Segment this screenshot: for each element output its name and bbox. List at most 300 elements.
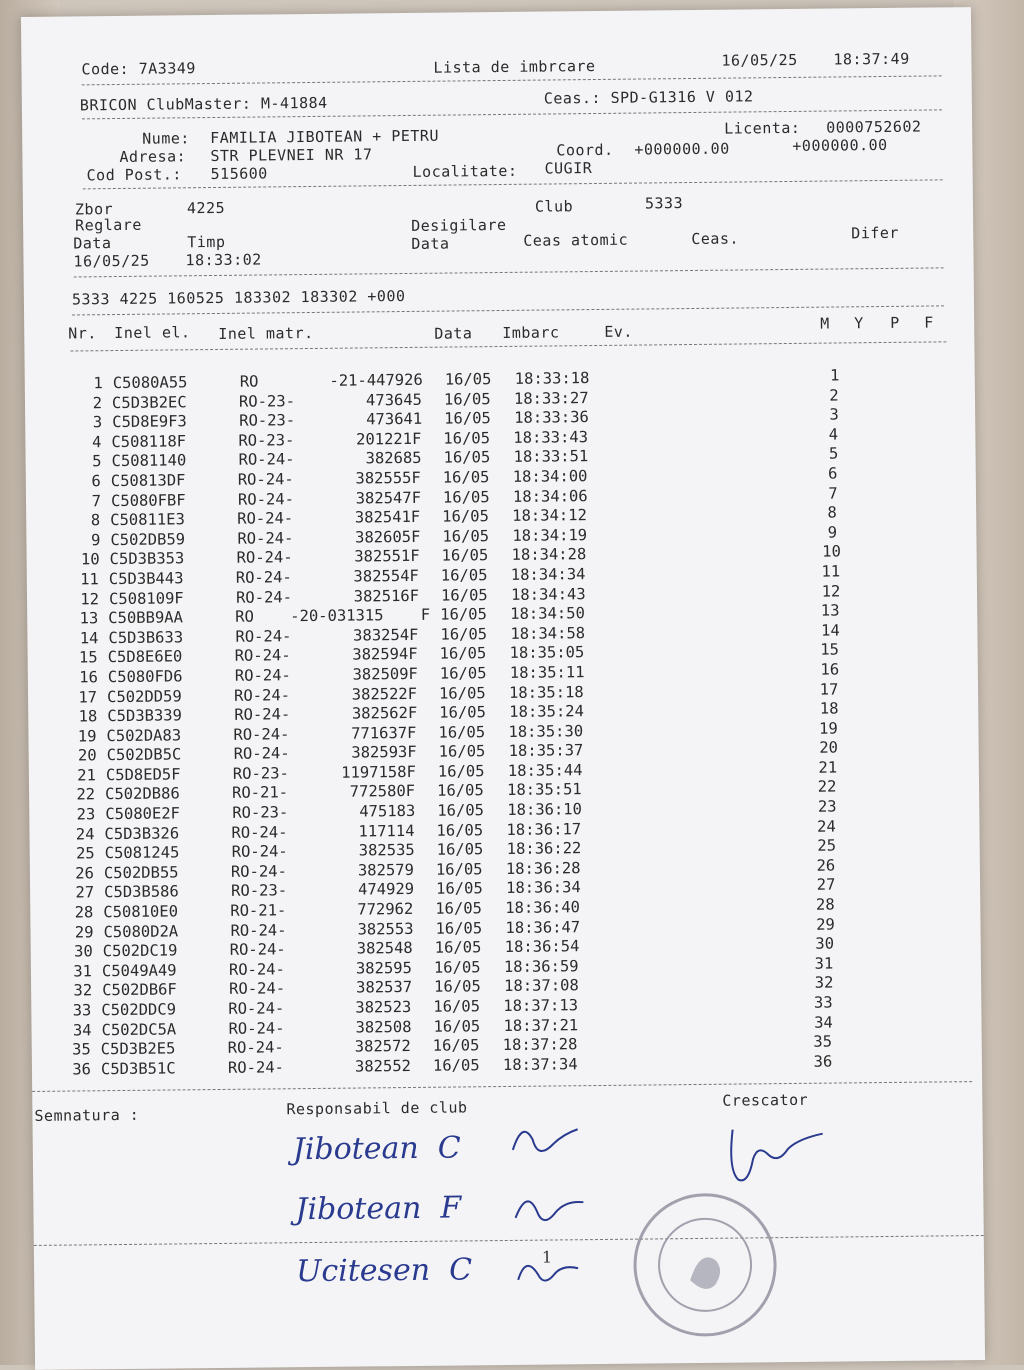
row-inel-matr: RO-24- [228,960,286,979]
row-ring-number: 382572 [354,1037,411,1056]
row-date: 16/05 [442,526,490,546]
row-time: 18:36:40 [505,898,581,918]
row-time: 18:34:43 [510,584,586,604]
row-m: 3 [829,405,839,424]
row-nr: 10 [80,550,100,569]
row-ring-number: 382593F [351,743,417,762]
difer-label: Difer [851,223,900,243]
row-m: 13 [820,601,840,620]
signature-jibotean-f: Jibotean F [295,1190,462,1228]
row-m: 25 [817,836,837,855]
row-nr: 19 [77,726,97,746]
divider [82,75,942,85]
ceas-atomic-label: Ceas atomic [523,230,629,250]
col-p: P [890,313,900,332]
row-nr: 5 [92,452,102,471]
row-nr: 36 [72,1060,92,1079]
row-inel-matr: RO-24- [231,822,288,842]
row-date: 16/05 [433,997,481,1016]
row-date: 16/05 [434,938,482,957]
row-m: 29 [816,915,835,934]
row-inel-matr: RO-24- [237,470,294,489]
row-inel-el: C502DC19 [102,941,178,961]
row-ring-number: 382555F [355,468,421,488]
row-nr: 9 [90,530,101,550]
row-time: 18:33:27 [513,388,589,408]
row-inel-matr: RO-24- [235,568,292,587]
row-ring-number: 474929 [358,880,415,899]
row-ring-number: 382548 [356,939,413,958]
data-label: Data [73,234,112,253]
row-ring-number: 382551F [354,547,420,566]
signature-jibotean-c: Jibotean C [292,1130,461,1168]
row-m: 4 [828,425,839,444]
col-ev: Ev. [604,322,633,341]
row-ring-number: 382522F [351,684,418,704]
row-m: 2 [829,386,839,405]
row-time: 18:33:18 [514,369,590,388]
row-m: 22 [817,777,837,797]
row-time: 18:36:10 [507,800,583,820]
row-m: 23 [817,797,837,816]
row-ring-number: 382537 [356,978,413,997]
locality: CUGIR [544,159,593,178]
row-m: 34 [814,1013,833,1032]
row-date: 16/05 [443,389,491,409]
row-nr: 28 [74,903,94,922]
row-ring-number: 383254F [353,625,419,645]
row-nr: 8 [90,511,101,530]
row-inel-matr: RO-24- [238,450,295,470]
row-date: 16/05 [440,566,488,585]
reglare-time: 18:33:02 [185,250,262,270]
row-time: 18:37:34 [502,1055,578,1074]
ceas-label: Ceas. [691,229,740,249]
row-m: 10 [822,542,842,561]
row-time: 18:36:34 [505,878,581,898]
col-f: F [924,313,934,332]
row-inel-matr: RO-24- [234,705,291,724]
row-inel-el: C5D8E9F3 [112,412,187,432]
row-time: 18:33:51 [513,447,589,467]
row-time: 18:36:47 [505,917,581,937]
row-nr: 21 [77,766,96,785]
signature-ucitesen-c: Ucitesen C [295,1252,473,1290]
row-m: 8 [827,503,837,522]
row-ring-number: 382523 [355,997,412,1017]
row-inel-matr: RO-23- [238,391,296,411]
row-ring-number: 1197158F [341,762,416,782]
row-m: 16 [820,660,840,679]
row-inel-matr: RO [235,607,255,626]
printed-sheet [21,7,985,1370]
row-date: 16/05 [438,722,486,742]
row-time: 18:35:44 [507,761,583,780]
row-inel-el: C5080FD6 [107,667,183,687]
row-inel-matr: RO-24- [236,548,293,568]
row-time: 18:36:22 [506,839,582,859]
row-ring-number: 382535 [358,841,415,860]
row-m: 15 [820,640,840,659]
col-inel-el: Inel el. [114,323,191,343]
row-inel-el: C5049A49 [101,961,177,981]
row-time: 18:35:51 [506,780,582,800]
row-inel-el: C508109F [108,588,184,608]
data2-label: Data [411,234,450,253]
row-time: 18:35:05 [509,643,585,663]
entries-table [65,365,952,1080]
scribble-signatures [502,1099,594,1300]
row-nr: 30 [73,942,93,961]
owner-name: FAMILIA JIBOTEAN + PETRU [210,126,440,148]
row-date: 16/05 [435,860,483,879]
divider [70,341,946,351]
row-time: 18:36:17 [506,819,582,839]
row-ring-number: 382541F [354,508,421,527]
row-m: 32 [814,973,834,993]
row-inel-matr: RO [239,372,259,391]
row-date: 16/05 [439,644,487,663]
row-nr: 4 [91,432,102,452]
row-time: 18:35:37 [508,741,584,761]
row-ring-number: 117114 [358,821,415,841]
row-m: 20 [819,738,839,757]
row-nr: 22 [76,785,96,804]
row-m: 18 [819,699,839,718]
row-date: 16/05 [436,879,483,899]
row-inel-matr: RO-24- [230,920,287,940]
row-nr: 7 [91,491,102,510]
print-time: 18:37:49 [833,49,910,69]
row-ring-number: -21-447926 [329,370,423,390]
row-m: 21 [818,758,838,777]
breeder-signature [713,1119,834,1190]
row-date: 16/05 [437,801,485,820]
divider [32,1081,972,1092]
zbor-label: Zbor [74,200,114,219]
row-inel-el: C502DB55 [103,863,179,883]
row-date: 16/05 [443,428,491,448]
coord-lon: +000000.00 [792,135,888,155]
zbor-number: 4225 [186,198,226,218]
row-inel-matr: RO-23- [239,411,296,430]
row-inel-matr: RO-24- [237,509,294,528]
row-time: 18:35:11 [509,663,585,682]
row-m: 36 [813,1052,833,1071]
print-date: 16/05/25 [721,50,798,70]
row-m: 35 [813,1032,833,1051]
row-nr: 16 [79,668,98,687]
row-time: 18:37:08 [504,976,579,996]
row-ring-number: 382516F [353,586,420,606]
row-inel-matr: RO-24- [229,979,286,999]
row-time: 18:34:50 [510,604,585,624]
row-inel-el: C5D3B633 [108,628,184,647]
row-inel-matr: RO-24- [228,1018,285,1038]
row-inel-matr: RO-23- [231,881,288,901]
row-time: 18:33:36 [514,408,589,428]
row-date: 16/05 [438,683,486,703]
row-nr: 18 [78,707,98,726]
row-inel-el: C502DB6F [102,980,177,1000]
row-date: 16/05 [442,468,490,487]
reglare-label: Reglare [75,215,142,235]
coord-lat: +000000.00 [634,139,730,159]
row-ring-number: 382605F [354,527,421,547]
coord-label: Coord. [556,140,614,160]
row-ring-number: 201221F [355,429,422,449]
row-ring-number: 382579 [357,860,414,880]
row-inel-matr: RO-24- [235,626,292,646]
row-time: 18:35:30 [508,721,584,741]
row-m: 31 [814,954,834,973]
licence-number: 0000752602 [826,117,922,137]
row-ring-number: 382547F [355,488,422,508]
row-m: 26 [816,856,836,875]
row-time: 18:37:28 [502,1035,578,1055]
row-m: 6 [828,464,838,483]
row-inel-matr: RO-23- [232,803,289,822]
row-inel-el: C502DDC9 [101,1000,177,1020]
row-m: 12 [821,581,841,601]
desigilare-label: Desigilare [411,215,507,235]
clock-label: Ceas.: SPD-G1316 V 012 [543,87,754,108]
row-date: 16/05 [438,742,486,761]
row-inel-el: C502DC5A [101,1020,177,1039]
row-date: 16/05 [440,605,487,624]
row-m: 1 [829,366,840,385]
row-date: 16/05 [442,507,489,526]
name-label: Nume: [142,129,190,148]
row-nr: 24 [75,824,95,844]
row-m: 17 [819,679,839,699]
code-line: 5333 4225 160525 183302 183302 +000 [71,287,406,309]
row-date: 16/05 [435,918,483,938]
row-inel-el: C5081245 [104,843,180,863]
row-inel-matr: RO-23- [238,430,295,450]
address-label: Adresa: [119,147,187,166]
row-nr: 11 [80,570,99,589]
row-m: 27 [816,875,836,895]
row-m: 33 [813,993,833,1012]
row-date: 16/05 [444,409,491,428]
row-nr: 23 [76,805,96,824]
row-inel-el: C5081140 [111,451,187,471]
row-ring-number: 382594F [352,645,418,664]
list-code: Code: 7A3349 [81,59,196,79]
row-nr: 32 [73,981,93,1000]
row-inel-matr: RO-24- [234,646,291,666]
row-nr: 6 [91,472,101,491]
row-inel-el: C502DB5C [106,745,182,765]
postcode-label: Cod Post.: [86,165,183,185]
club-number: 5333 [644,194,684,213]
row-date: 16/05 [433,1016,481,1036]
software-label: BRICON ClubMaster: M-41884 [79,93,328,115]
row-time: 18:34:19 [512,525,588,545]
mark-number: 1 [541,1247,553,1267]
row-m: 30 [815,934,835,953]
row-ring-number: 382595 [355,958,413,978]
row-inel-matr: RO-24- [228,999,285,1018]
row-date: 16/05 [436,781,484,801]
col-m: M [820,314,830,333]
row-time: 18:35:18 [508,682,584,702]
row-inel-el: C502DB86 [104,784,180,804]
row-date: 16/05 [434,977,481,997]
row-inel-matr: RO-24- [233,685,291,705]
row-nr: 33 [72,1001,92,1020]
col-nr: Nr. [68,324,97,343]
row-inel-matr: RO-21- [231,783,289,803]
row-inel-matr: RO-23- [232,764,289,783]
row-ring-number: 382554F [353,566,419,586]
row-ring-number: 382553 [357,919,414,939]
row-inel-el: C5D8E6E0 [107,647,183,667]
licence-label: Licenta: [724,118,801,138]
row-nr: 29 [74,922,94,942]
row-nr: 17 [78,687,98,706]
row-inel-el: C5D3B339 [107,706,183,726]
row-inel-el: C5080A55 [112,373,188,393]
row-date: 16/05 [439,703,487,722]
col-data: Data [434,324,473,343]
row-nr: 35 [71,1040,91,1059]
row-inel-matr: RO-24- [230,862,287,881]
row-ring-number: 382552 [354,1056,412,1076]
row-inel-el: C50813DF [110,471,186,491]
row-date: 16/05 [440,585,488,605]
row-m: 11 [821,562,841,581]
row-nr: 13 [79,609,99,628]
row-time: 18:37:13 [503,996,579,1016]
row-date: 16/05 [444,370,492,389]
row-inel-matr: RO-24- [237,528,294,548]
row-inel-el: C5D8ED5F [105,765,181,785]
row-inel-el: C502DB59 [110,530,186,549]
row-time: 18:34:28 [511,545,587,565]
row-nr: 1 [93,374,103,393]
row-date: 16/05 [432,1056,480,1075]
row-inel-matr: RO-21- [230,901,287,920]
row-nr: 20 [77,746,97,765]
row-ring-number: 771637F [351,723,417,743]
row-inel-matr: RO-24- [227,1058,285,1077]
row-inel-el: C5080D2A [103,922,179,941]
row-nr: 12 [80,589,100,608]
row-inel-el: C5080E2F [105,804,181,824]
row-nr: 31 [73,962,93,981]
row-time: 18:34:34 [510,565,586,584]
row-inel-matr: RO-24- [229,940,286,960]
row-inel-el: C5D3B51C [100,1059,176,1079]
row-date: 16/05 [442,487,490,507]
row-nr: 26 [75,864,95,883]
row-time: 18:36:28 [505,859,581,878]
row-ring-number: -20-031315 F [290,605,431,626]
row-inel-matr: RO-24- [234,666,291,685]
row-ring-number: 473645 [365,390,423,410]
row-time: 18:36:54 [504,937,580,957]
row-time: 18:33:43 [513,427,589,447]
row-inel-el: C50811E3 [110,510,185,530]
list-title: Lista de imbrcare [433,56,596,77]
row-inel-matr: RO-24- [231,842,288,862]
row-inel-el: C5D3B2E5 [100,1039,176,1059]
row-date: 16/05 [443,448,491,467]
row-m: 5 [828,444,839,463]
row-nr: 15 [78,648,98,667]
row-inel-el: C502DA83 [106,726,182,745]
owner-address: STR PLEVNEI NR 17 [210,145,373,166]
row-time: 18:34:00 [512,467,588,486]
row-inel-el: C5D3B353 [109,549,185,569]
row-m: 28 [815,895,835,914]
row-m: 14 [820,621,840,640]
row-ring-number: 772962 [357,899,414,919]
row-ring-number: 382509F [352,664,418,684]
row-time: 18:34:12 [512,506,587,526]
row-inel-el: C5D3B326 [104,824,180,843]
row-inel-el: C5D3B2EC [111,392,187,412]
signature-label: Semnatura : [34,1105,140,1125]
row-ring-number: 382562F [351,703,418,723]
row-inel-el: C5D3B443 [108,569,184,589]
row-nr: 14 [79,628,99,648]
row-inel-matr: RO-24- [237,489,295,509]
col-imbarc: Imbarc [502,323,560,342]
responsible-label: Responsabil de club [286,1098,468,1119]
row-m: 24 [817,817,836,836]
row-date: 16/05 [432,1036,480,1055]
row-inel-matr: RO-24- [233,724,290,744]
row-date: 16/05 [440,624,488,644]
row-time: 18:36:59 [503,957,579,976]
row-inel-el: C50810E0 [103,902,179,922]
row-inel-el: C5D3B586 [104,882,179,902]
row-time: 18:37:21 [503,1015,579,1035]
row-inel-el: C502DD59 [106,686,182,706]
row-date: 16/05 [436,820,484,840]
row-inel-el: C508118F [111,432,187,451]
row-nr: 3 [92,413,103,432]
club-label: Club [534,197,574,216]
row-inel-matr: RO-24- [227,1038,284,1058]
row-inel-el: C5080FBF [110,490,186,510]
row-nr: 25 [75,844,95,863]
breeder-label: Crescator [722,1090,809,1110]
row-m: 9 [827,523,838,542]
postcode: 515600 [210,164,268,184]
row-date: 16/05 [433,958,481,977]
row-inel-matr: RO-24- [235,587,293,607]
row-time: 18:34:06 [512,486,588,506]
row-ring-number: 382685 [365,449,422,468]
row-time: 18:34:58 [510,623,586,643]
row-ring-number: 473641 [366,410,423,429]
row-inel-matr: RO-24- [233,744,290,764]
row-m: 19 [818,719,838,738]
row-ring-number: 772580F [349,782,416,802]
row-date: 16/05 [435,899,483,918]
row-time: 18:35:24 [509,702,584,722]
row-nr: 27 [75,883,95,902]
timp-label: Timp [187,232,226,252]
row-m: 7 [828,484,838,503]
reglare-date: 16/05/25 [73,251,150,271]
row-inel-el: C50BB9AA [108,608,183,628]
row-date: 16/05 [437,762,485,781]
